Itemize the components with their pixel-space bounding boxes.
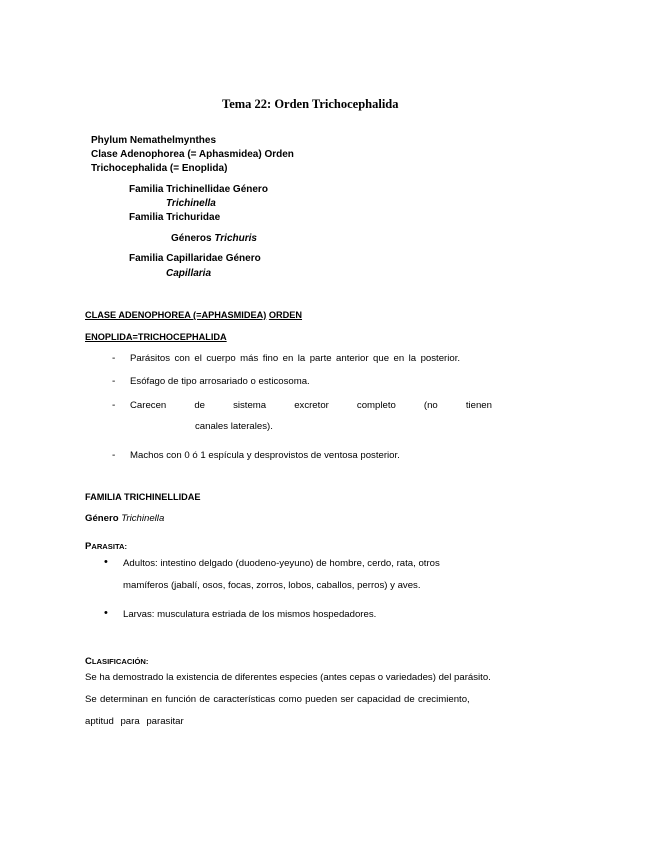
list-item-justified [130,400,492,411]
list-item: Machos con 0 ó 1 espícula y desprovistos de ventosa posterior. [130,450,400,461]
paragraph-line: aptitud para parasitar [85,716,184,727]
parasita-heading [85,536,127,554]
generos-label: Géneros [171,233,212,244]
genus-trichinella: Trichinella [166,198,216,209]
clasificacion-heading [85,651,148,669]
taxonomy-phylum: Phylum Nemathelmynthes [91,135,217,146]
taxonomy-clase: Clase Adenophorea (= Aphasmidea) Orden [91,149,294,160]
taxonomy-orden: Trichocephalida (= Enoplida) [91,163,228,174]
heading-orden: ORDEN [268,310,303,320]
familia-trichuridae: Familia Trichuridae [129,212,221,223]
familia-trichinellidae: Familia Trichinellidae Género [129,184,268,195]
bullet-item: Adultos: intestino delgado (duodeno-yeyuno) de hombre, cerdo, rata, otros [123,558,440,569]
dash-marker: - [112,400,116,411]
dash-marker: - [112,450,116,461]
section-clase-heading [85,310,302,320]
parasita-rest: ARASITA: [91,542,128,551]
word: sistema [233,400,267,411]
genero-label: Género [85,513,119,524]
page-title: Tema 22: Orden Trichocephalida [222,97,399,111]
word: de [194,400,205,411]
section-clase-heading-line2: ENOPLIDA=TRICHOCEPHALIDA [85,332,227,342]
word: (no [423,400,438,411]
bullet-marker: • [104,556,108,568]
genus-trichuris: Trichuris [214,233,257,244]
generos-trichuris [171,233,257,244]
genus-capillaria: Capillaria [166,268,212,279]
genero-line [85,513,164,524]
dash-marker: - [112,376,116,387]
familia-capillaridae: Familia Capillaridae Género [129,253,261,264]
paragraph-line: Se determinan en función de características como pueden ser capacidad de crecimiento, [85,694,470,705]
word: completo [356,400,396,411]
list-item: Esófago de tipo arrosariado o esticosoma. [130,376,310,387]
parasita-first-letter: P [85,541,92,552]
word: excretor [294,400,329,411]
paragraph-line: Se ha demostrado la existencia de diferentes especies (antes cepas o variedades) del parásito. [85,672,491,683]
word: Carecen [130,400,167,411]
list-item: Parásitos con el cuerpo más fino en la parte anterior que en la posterior. [130,353,461,364]
section-familia-heading: FAMILIA TRICHINELLIDAE [85,492,201,502]
bullet-marker: • [104,607,108,619]
bullet-item: Larvas: musculatura estriada de los mismos hospedadores. [123,609,377,620]
dash-marker: - [112,353,116,364]
bullet-item-continuation: mamíferos (jabalí, osos, focas, zorros, lobos, caballos, perros) y aves. [123,580,421,591]
clasificacion-first-letter: C [85,656,92,667]
list-item-continuation: canales laterales). [195,421,273,432]
genero-name: Trichinella [121,513,165,524]
heading-clase-adenophorea: CLASE ADENOPHOREA (=APHASMIDEA) [85,310,267,320]
clasificacion-rest: LASIFICACIÓN: [91,657,149,666]
word: tienen [465,400,492,411]
